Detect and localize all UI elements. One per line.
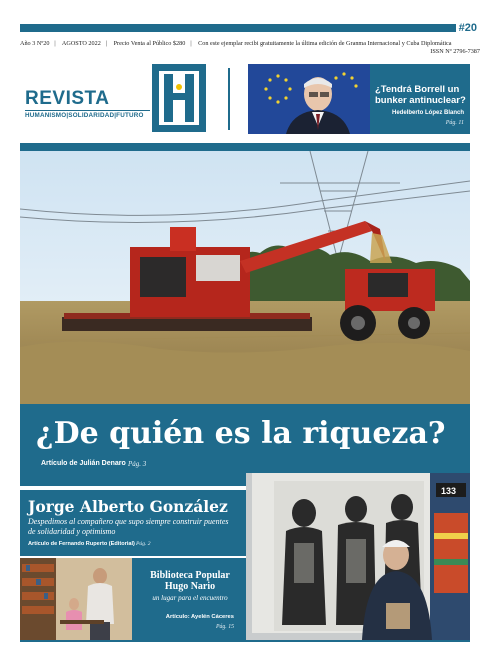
top-rule: [20, 24, 480, 32]
volume-label: Año 3 Nº20: [20, 40, 50, 47]
library-title[interactable]: [140, 570, 240, 592]
headline-credit: Artículo de Julián Denaro: [41, 460, 126, 467]
library-credit: Artículo: Ayelén Cáceres: [165, 614, 234, 620]
teaser-author: Hedelberto López Blanch: [391, 110, 464, 116]
meta-separator: |: [190, 40, 192, 47]
date-label: AGOSTO 2022: [61, 40, 101, 47]
obituary-name[interactable]: Jorge Alberto González: [28, 497, 228, 516]
masthead-divider: [228, 68, 230, 130]
library-title-line1: Biblioteca Popular: [150, 570, 230, 581]
library-title-line2: Hugo Nario: [164, 581, 216, 592]
headline-title[interactable]: ¿De quién es la riqueza?: [36, 416, 446, 451]
teaser-page: Pág. 11: [445, 120, 464, 126]
section-rule: [20, 143, 470, 151]
promo-label: Con este ejemplar recibi gratuitamente la última edición de Granma Internacional y Cuba Diplomática: [198, 40, 452, 47]
meta-separator: |: [105, 40, 108, 47]
library-page: Pág. 15: [215, 624, 234, 630]
masthead-title: REVISTA: [25, 88, 110, 109]
hero-harvest-photo: [20, 151, 470, 404]
bottom-rule: [20, 640, 470, 642]
teaser-photo: [248, 64, 370, 134]
obituary-credit: Artículo de Fernando Ruperto (Editorial): [28, 541, 135, 547]
headline-page: Pág. 3: [128, 460, 147, 468]
price-label: Precio Venta al Público $280: [113, 40, 186, 47]
book-fair-photo: [246, 473, 470, 640]
obituary-text: Despedimos al compañero que supo siempre construir puentes de solidaridad y optimismo: [28, 517, 229, 536]
h-logo: [152, 64, 206, 132]
issue-number: #20: [456, 22, 480, 34]
meta-separator: |: [54, 40, 56, 47]
meta-line: [20, 40, 480, 47]
library-subtitle: un lugar para el encuentro: [152, 594, 228, 602]
teaser-box[interactable]: [248, 64, 470, 134]
teaser-title: ¿Tendrá Borrell un bunker antinuclear?: [375, 84, 466, 106]
masthead-rule: [25, 110, 150, 111]
issn-label: ISSN Nº 2796-7387: [430, 48, 480, 55]
library-photo: [20, 558, 132, 640]
obituary-page: Pág. 2: [136, 541, 151, 547]
stand-number: 133: [441, 486, 457, 496]
masthead-tagline: HUMANISMO|SOLIDARIDAD|FUTURO: [25, 112, 144, 119]
